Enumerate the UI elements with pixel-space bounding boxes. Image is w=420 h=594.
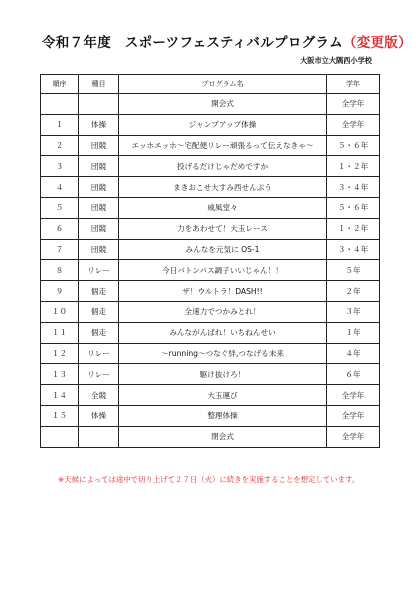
- row-grade: ３・４年: [327, 239, 380, 260]
- row-event: リレー: [79, 260, 119, 281]
- row-program-name: 威風堂々: [119, 197, 327, 218]
- table-row: [41, 114, 380, 135]
- row-event: 団競: [79, 218, 119, 239]
- school-name: 大阪市立大隅西小学校: [300, 56, 372, 65]
- row-program-name: 駆け抜けろ！: [119, 364, 327, 385]
- row-grade: ３・４年: [327, 177, 380, 198]
- row-program-name: ジャンプアップ体操: [119, 114, 327, 135]
- row-program-name: 開会式: [119, 94, 327, 115]
- row-event: 個走: [79, 322, 119, 343]
- row-order: ４: [41, 177, 79, 198]
- row-program-name: まきおこせ大すみ西せんぷう: [119, 177, 327, 198]
- row-grade: １・２年: [327, 156, 380, 177]
- row-order: １: [41, 114, 79, 135]
- column-header-grade: 学年: [327, 75, 380, 94]
- row-event: 体操: [79, 114, 119, 135]
- row-order: ５: [41, 197, 79, 218]
- row-grade: ４年: [327, 343, 380, 364]
- table-row: [41, 405, 380, 426]
- row-grade: １・２年: [327, 218, 380, 239]
- row-order: ７: [41, 239, 79, 260]
- row-event: 団競: [79, 135, 119, 156]
- table-row: [41, 260, 380, 281]
- row-grade: ５・６年: [327, 197, 380, 218]
- row-program-name: 力をあわせて！大玉レース: [119, 218, 327, 239]
- row-grade: 全学年: [327, 94, 380, 115]
- row-program-name: みんながんばれ！いちねんせい: [119, 322, 327, 343]
- column-header-program: プログラム名: [119, 75, 327, 94]
- table-row: [41, 156, 380, 177]
- row-event: 団競: [79, 177, 119, 198]
- row-program-name: エッホエッホ～宅配便リレー頑張るって伝えなきゃ～: [119, 135, 327, 156]
- table-header-row: [41, 75, 380, 94]
- row-event: 個走: [79, 301, 119, 322]
- row-grade: ２年: [327, 281, 380, 302]
- table-row: [41, 94, 380, 115]
- row-program-name: 大玉運び: [119, 385, 327, 406]
- page-title: [42, 31, 412, 51]
- row-order: １５: [41, 405, 79, 426]
- program-table: [40, 74, 380, 448]
- column-header-order: 順序: [41, 75, 79, 94]
- weather-footnote: ※天候によっては途中で切り上げて２７日（火）に続きを実施することを想定しています。: [58, 475, 360, 484]
- program-rows: [41, 94, 380, 448]
- row-program-name: 整理体操: [119, 405, 327, 426]
- row-event: 体操: [79, 405, 119, 426]
- row-order: ６: [41, 218, 79, 239]
- table-row: [41, 197, 380, 218]
- row-order: １１: [41, 322, 79, 343]
- row-order: １０: [41, 301, 79, 322]
- row-event: 団競: [79, 239, 119, 260]
- row-grade: 全学年: [327, 385, 380, 406]
- row-program-name: ザ！ウルトラ！DASH!!: [119, 281, 327, 302]
- row-order: １２: [41, 343, 79, 364]
- row-event: 団競: [79, 156, 119, 177]
- row-grade: ５・６年: [327, 135, 380, 156]
- table-row: [41, 364, 380, 385]
- row-program-name: みんなを元気に OS-1: [119, 239, 327, 260]
- row-event: 団競: [79, 197, 119, 218]
- row-order: １３: [41, 364, 79, 385]
- row-event: [79, 426, 119, 447]
- row-grade: 全学年: [327, 426, 380, 447]
- row-order: ３: [41, 156, 79, 177]
- table-row: [41, 301, 380, 322]
- row-grade: 全学年: [327, 114, 380, 135]
- row-order: [41, 94, 79, 115]
- row-program-name: ～running～つなぐ絆,つなげる未来: [119, 343, 327, 364]
- row-event: 個走: [79, 281, 119, 302]
- title-revision-note: （変更版）: [342, 35, 412, 51]
- table-row: [41, 322, 380, 343]
- row-grade: １年: [327, 322, 380, 343]
- table-row: [41, 385, 380, 406]
- row-program-name: 閉会式: [119, 426, 327, 447]
- table-row: [41, 218, 380, 239]
- row-grade: ５年: [327, 260, 380, 281]
- row-order: ２: [41, 135, 79, 156]
- row-event: [79, 94, 119, 115]
- table-row: [41, 426, 380, 447]
- row-program-name: 投げるだけじゃだめですか: [119, 156, 327, 177]
- row-program-name: 今日バトンパス調子いいじゃん！！: [119, 260, 327, 281]
- row-order: [41, 426, 79, 447]
- row-event: リレー: [79, 364, 119, 385]
- row-event: 全競: [79, 385, 119, 406]
- row-grade: 全学年: [327, 405, 380, 426]
- row-grade: ６年: [327, 364, 380, 385]
- table-row: [41, 135, 380, 156]
- row-order: ８: [41, 260, 79, 281]
- row-program-name: 全速力でつかみとれ！: [119, 301, 327, 322]
- row-event: リレー: [79, 343, 119, 364]
- row-order: ９: [41, 281, 79, 302]
- column-header-event: 種目: [79, 75, 119, 94]
- table-row: [41, 343, 380, 364]
- title-main: 令和７年度 スポーツフェスティバルプログラム: [42, 35, 343, 51]
- row-order: １４: [41, 385, 79, 406]
- table-row: [41, 177, 380, 198]
- row-grade: ３年: [327, 301, 380, 322]
- table-row: [41, 281, 380, 302]
- table-row: [41, 239, 380, 260]
